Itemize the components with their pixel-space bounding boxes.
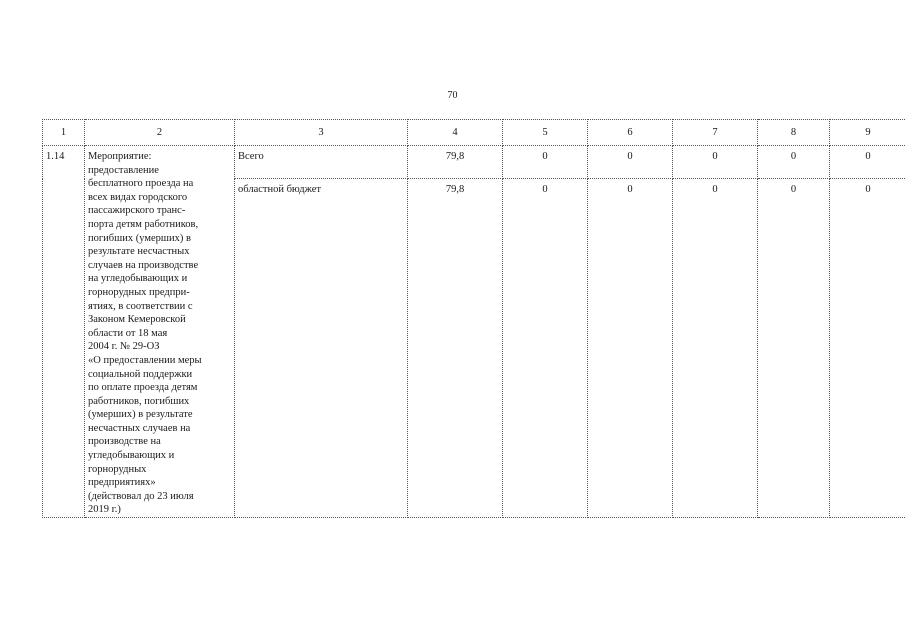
column-header: 9 bbox=[830, 120, 905, 146]
value-cell: 79,8 bbox=[408, 179, 503, 518]
value-cell: 0 bbox=[830, 179, 905, 518]
value-cell: 0 bbox=[758, 146, 830, 179]
column-header: 2 bbox=[85, 120, 235, 146]
column-header: 4 bbox=[408, 120, 503, 146]
item-description: Мероприятие: предоставление бесплатного проезда на всех видах городского пассажирского транс- порта детям работников, погибших (умерших) в результате несчастных случаев на производстве на угледобывающих и горнорудных предпри- ятиях, в соответствии с Законом Кемеровской области от 18 мая 2004 г. № 29-ОЗ «О предоставлении меры социальной поддержки по оплате проезда детям работников, погибших (умерших) в результате несчастных случаев на производстве на угледобывающих и горнорудных предприятиях» (действовал до 23 июля 2019 г.) bbox=[85, 146, 235, 518]
value-cell: 0 bbox=[503, 146, 588, 179]
value-cell: 0 bbox=[588, 146, 673, 179]
item-code: 1.14 bbox=[43, 146, 85, 518]
value-cell: 79,8 bbox=[408, 146, 503, 179]
value-cell: 0 bbox=[588, 179, 673, 518]
column-header: 3 bbox=[235, 120, 408, 146]
column-header: 1 bbox=[43, 120, 85, 146]
value-cell: 0 bbox=[758, 179, 830, 518]
column-header: 7 bbox=[673, 120, 758, 146]
value-cell: 0 bbox=[830, 146, 905, 179]
column-header: 8 bbox=[758, 120, 830, 146]
page-number: 70 bbox=[447, 90, 458, 101]
value-cell: 0 bbox=[503, 179, 588, 518]
table-row-total bbox=[43, 146, 905, 179]
value-cell: 0 bbox=[673, 146, 758, 179]
column-header: 5 bbox=[503, 120, 588, 146]
header-row bbox=[43, 120, 905, 146]
value-cell: 0 bbox=[673, 179, 758, 518]
funding-source: областной бюджет bbox=[235, 179, 408, 518]
column-header: 6 bbox=[588, 120, 673, 146]
funding-source: Всего bbox=[235, 146, 408, 179]
budget-table bbox=[42, 119, 905, 518]
